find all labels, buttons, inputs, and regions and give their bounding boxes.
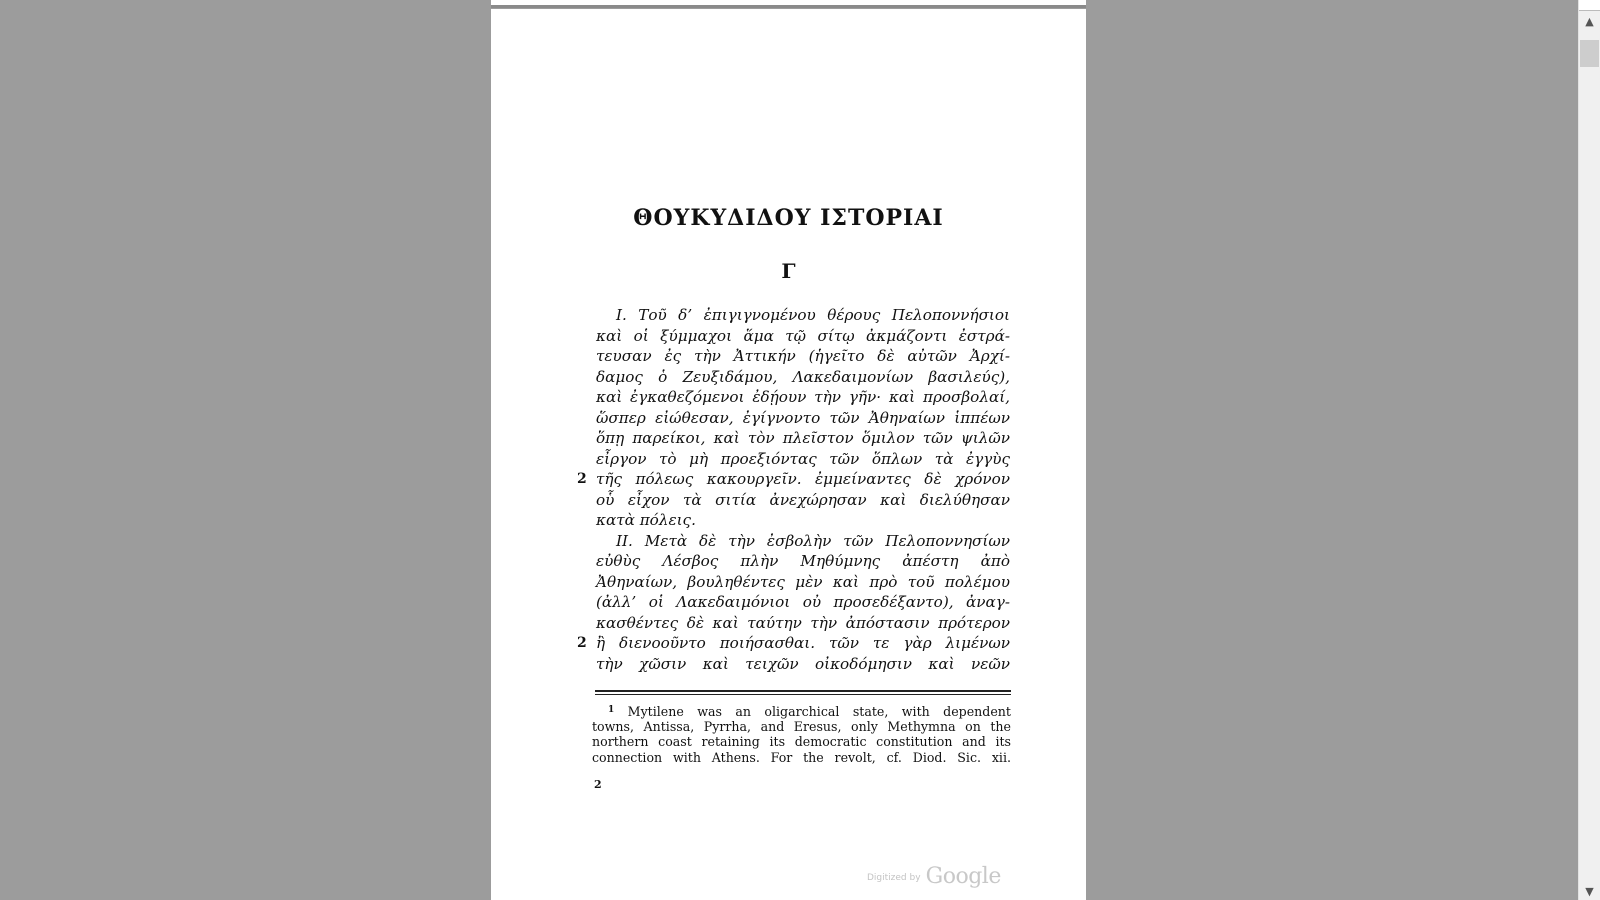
line-text: Ἀθηναίων, βουληθέντες μὲν καὶ πρὸ τοῦ πολέμου [596,572,1010,591]
footnote-text: Mytilene was an oligarchical state, with dependent [627,704,1011,719]
text-line [596,572,1010,593]
line-text: δαμος ὁ Ζευξιδάμου, Λακεδαιμονίων βασιλεύς), [596,367,1010,386]
text-line [596,408,1010,429]
line-text: ὥσπερ εἰώθεσαν, ἐγίγνοντο τῶν Ἀθηναίων ἱππέων [596,408,1010,427]
book-number: Γ [781,259,796,283]
text-line [596,326,1010,347]
line-text: τῆς πόλεως κακουργεῖν. ἐμμείναντες δὲ χρόνον [596,470,1010,488]
text-line [596,592,1010,613]
footnote [592,703,1011,765]
google-logo: Google [925,864,1001,889]
text-line [596,387,1010,408]
footnote-text: connection with Athens. For the revolt, cf. Diod. Sic. xii. [592,749,1011,765]
text-line [596,531,1010,552]
vertical-scrollbar[interactable] [1578,0,1600,900]
book-page [491,9,1086,900]
text-line [596,551,1010,572]
line-text: κατὰ πόλεις. [596,511,696,529]
scroll-down-arrow-icon[interactable]: ▼ [1585,884,1594,898]
line-text: οὗ εἶχον τὰ σιτία ἀνεχώρησαν καὶ διελύθησαν [596,490,1010,509]
line-text: II. Μετὰ δὲ τὴν ἐσβολὴν τῶν Πελοποννησίων [616,531,1010,550]
footnote-mark: 1 [608,705,615,715]
section-number: 2 [577,635,587,651]
line-text: ἢ διενοοῦντο ποιήσασθαι. τῶν τε γὰρ λιμένων [596,634,1010,652]
scroll-up-arrow-icon[interactable]: ▲ [1585,14,1594,28]
footnote-line [592,703,1011,719]
line-text: εἶργον τὸ μὴ προεξιόντας τῶν ὅπλων τὰ ἐγγὺς [596,449,1010,468]
text-line [596,367,1010,388]
line-text: (ἀλλ’ οἱ Λακεδαιμόνιοι οὐ προσεδέξαντο), ἀναγ- [596,593,1010,611]
section-number: 2 [577,471,587,487]
text-line [596,305,1010,326]
text-line [596,449,1010,470]
text-line [577,633,1010,654]
line-text: ὅπῃ παρείκοι, καὶ τὸν πλεῖστον ὅμιλον τῶν ψιλῶν [596,429,1010,447]
line-text: καὶ οἱ ξύμμαχοι ἅμα τῷ σίτῳ ἀκμάζοντι ἐστρά- [596,326,1010,345]
google-watermark [867,864,1001,894]
footnote-text: northern coast retaining its democratic constitution and its [592,734,1011,749]
line-text: καὶ ἐγκαθεζόμενοι ἐδῄουν τὴν γῆν· καὶ προσβολαί, [596,388,1010,406]
footnote-text: towns, Antissa, Pyrrha, and Eresus, only Methymna on the [592,718,1011,734]
text-line [596,510,1010,531]
watermark-caption: Digitized by [867,873,921,883]
scrollbar-thumb[interactable] [1580,40,1599,67]
text-line [577,469,1010,490]
footnote-line [592,750,1011,766]
line-text: I. Τοῦ δ’ ἐπιγιγνομένου θέρους Πελοποννήσιοι [616,306,1010,324]
footnote-divider [595,690,1011,692]
line-text: τευσαν ἐς τὴν Ἀττικήν (ἡγεῖτο δὲ αὐτῶν Ἀρχί- [596,347,1010,365]
footnote-line [592,734,1011,750]
scrollbar-top-cap [1579,0,1600,11]
page-title: ΘΟΥΚΥΔΙΔΟΥ ΙΣΤΟΡΙΑΙ [633,205,944,231]
printer-signature: 2 [594,778,602,791]
text-line [596,490,1010,511]
footnote-line [592,719,1011,735]
text-line [596,654,1010,675]
line-text: κασθέντες δὲ καὶ ταύτην τὴν ἀπόστασιν πρότερον [596,613,1010,632]
text-line [596,346,1010,367]
text-line [596,613,1010,634]
text-line [596,428,1010,449]
previous-page-edge [491,0,1086,8]
greek-text-body [577,305,1010,674]
line-text: τὴν χῶσιν καὶ τειχῶν οἰκοδόμησιν καὶ νεῶν [596,654,1010,673]
line-text: εὐθὺς Λέσβος πλὴν Μηθύμνης ἀπέστη ἀπὸ [596,552,1010,570]
